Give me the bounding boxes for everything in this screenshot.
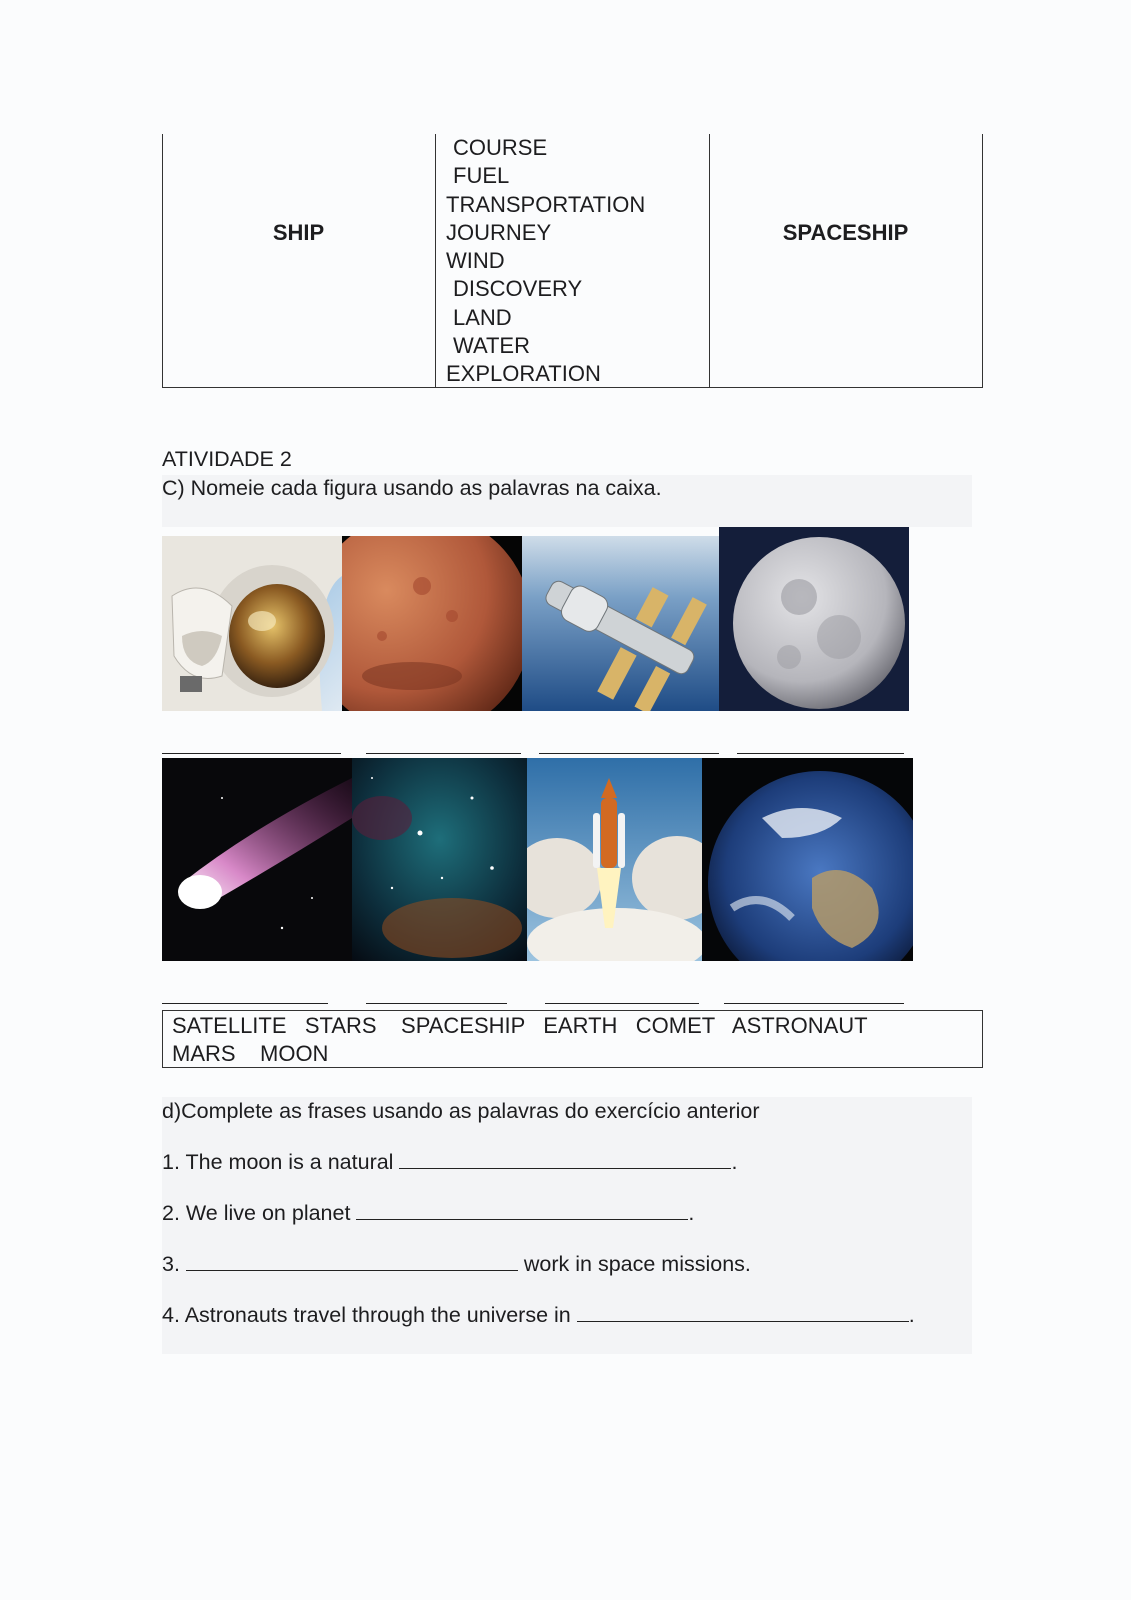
ship-heading: SHIP bbox=[272, 220, 325, 245]
vocabulary-table bbox=[162, 134, 983, 388]
stars-photo bbox=[352, 758, 527, 961]
sentence-4-text: 4. Astronauts travel through the universe in bbox=[162, 1303, 577, 1327]
word-fuel: FUEL bbox=[453, 163, 510, 189]
astronaut-photo bbox=[162, 536, 342, 711]
comet-photo bbox=[162, 758, 352, 961]
sentence-2-end: . bbox=[688, 1201, 695, 1225]
sentence-1 bbox=[162, 1150, 737, 1175]
word-exploration: EXPLORATION bbox=[446, 361, 601, 387]
table-divider-1 bbox=[435, 134, 436, 388]
spaceship-launch-photo bbox=[527, 758, 702, 961]
answer-line-1 bbox=[162, 753, 341, 754]
answer-line-8 bbox=[724, 1003, 904, 1004]
sentence-3-text: 3. bbox=[162, 1252, 186, 1276]
earth-photo bbox=[702, 758, 913, 961]
word-discovery: DISCOVERY bbox=[453, 276, 583, 302]
answer-line-2 bbox=[366, 753, 521, 754]
word-course: COURSE bbox=[453, 135, 548, 160]
word-water: WATER bbox=[453, 333, 530, 359]
word-transportation: TRANSPORTATION bbox=[446, 191, 646, 217]
sentence-2-text: 2. We live on planet bbox=[162, 1201, 357, 1225]
sentence-2 bbox=[162, 1201, 694, 1226]
answer-line-4 bbox=[737, 753, 904, 754]
answer-line-3 bbox=[539, 753, 719, 754]
table-border-left bbox=[162, 134, 163, 388]
sentence-1-end: . bbox=[731, 1150, 738, 1174]
sentence-3-blank[interactable] bbox=[186, 1269, 518, 1271]
spaceship-heading: SPACESHIP bbox=[782, 220, 909, 245]
moon-photo bbox=[719, 527, 909, 711]
answer-line-5 bbox=[162, 1003, 328, 1004]
word-wind: WIND bbox=[446, 248, 505, 274]
answer-line-7 bbox=[545, 1003, 699, 1004]
sentence-4-end: . bbox=[908, 1303, 915, 1327]
sentence-1-blank[interactable] bbox=[399, 1167, 731, 1169]
sentence-4-blank[interactable] bbox=[577, 1320, 909, 1322]
exercise-d-instruction: d)Complete as frases usando as palavras do exercício anterior bbox=[162, 1099, 760, 1123]
activity-instruction: C) Nomeie cada figura usando as palavras na caixa. bbox=[162, 476, 662, 500]
word-box-line-1: SATELLITE STARS SPACESHIP EARTH COMET ASTRONAUT bbox=[172, 1013, 868, 1038]
sentence-4 bbox=[162, 1303, 915, 1328]
satellite-photo bbox=[522, 536, 719, 711]
word-land: LAND bbox=[453, 304, 512, 330]
word-journey: JOURNEY bbox=[446, 219, 552, 245]
sentence-1-text: 1. The moon is a natural bbox=[162, 1150, 400, 1174]
sentence-2-blank[interactable] bbox=[356, 1218, 688, 1220]
mars-photo bbox=[342, 536, 522, 711]
answer-line-6 bbox=[366, 1003, 507, 1004]
table-border-right bbox=[982, 134, 983, 388]
word-box bbox=[162, 1010, 983, 1068]
sentence-3-end: work in space missions. bbox=[517, 1252, 751, 1276]
activity-title: ATIVIDADE 2 bbox=[162, 447, 292, 471]
word-box-line-2: MARS MOON bbox=[172, 1041, 329, 1066]
sentence-3 bbox=[162, 1252, 751, 1277]
word-list bbox=[446, 134, 716, 389]
